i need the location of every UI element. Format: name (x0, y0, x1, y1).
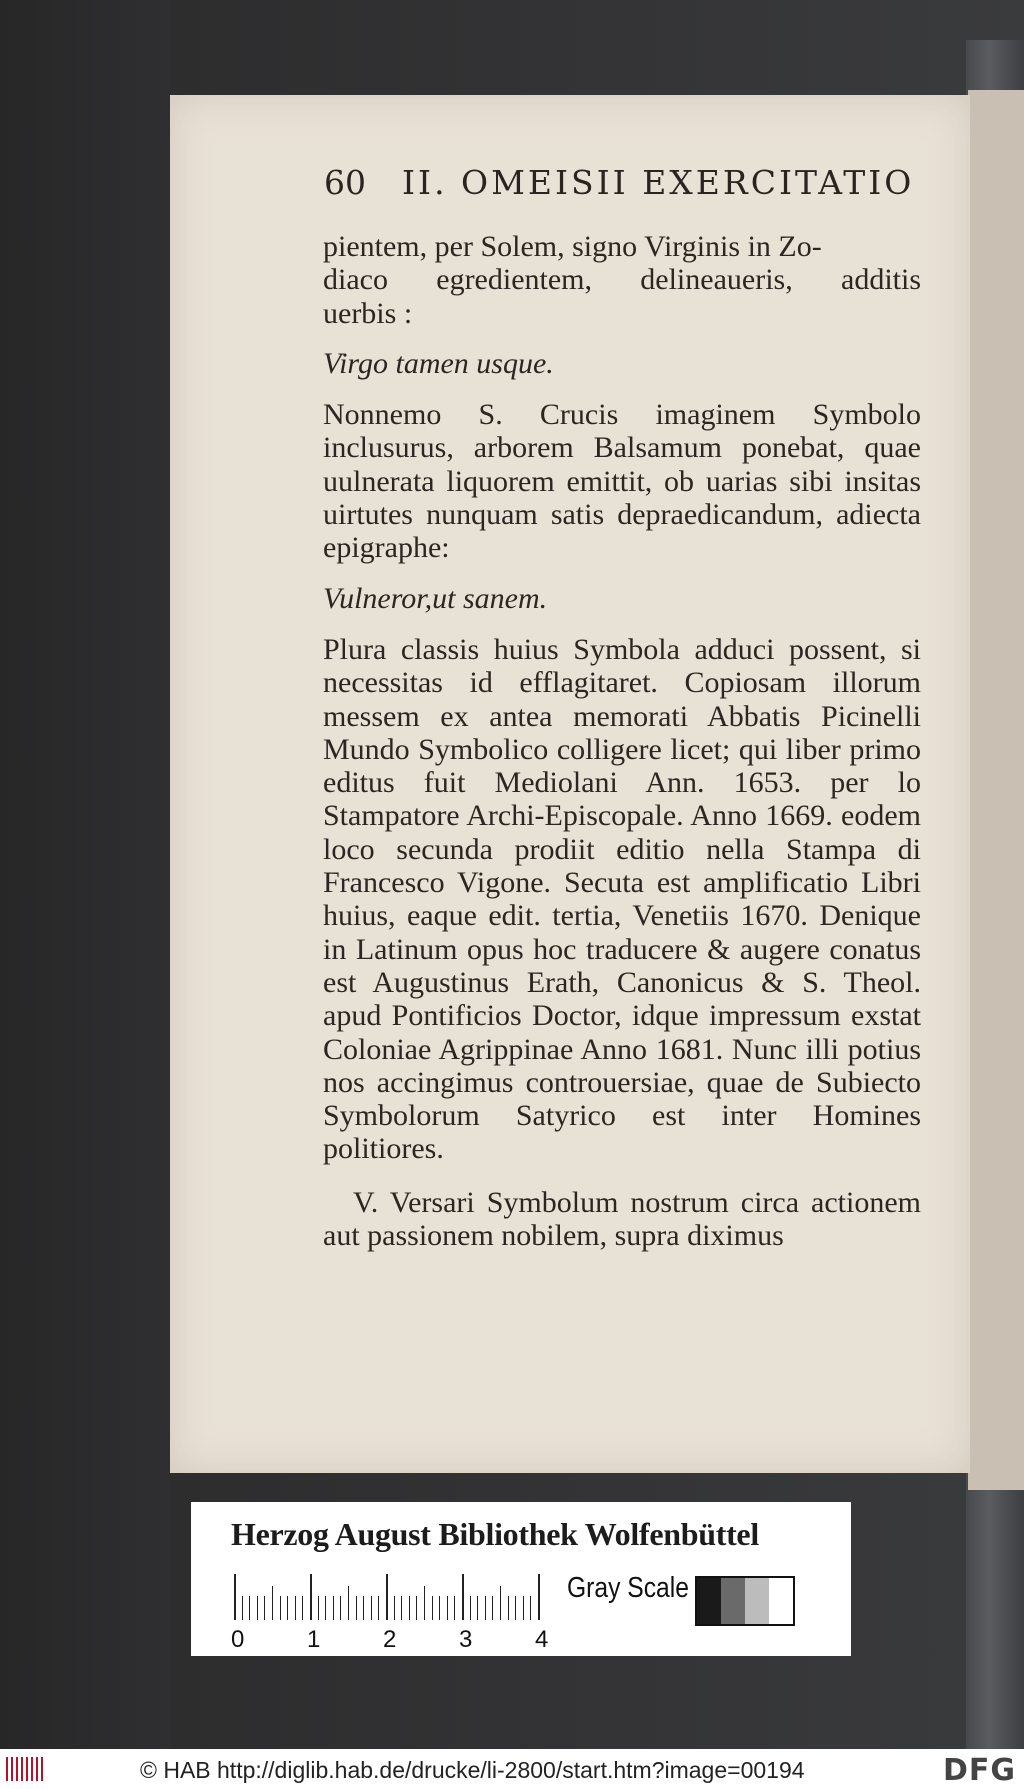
copyright-link[interactable]: © HAB http://diglib.hab.de/drucke/li-2800/start.htm?image=00194 (140, 1757, 805, 1783)
ruler-tick (492, 1596, 493, 1620)
scale-number: 4 (535, 1626, 549, 1653)
page-body (323, 230, 921, 1252)
ruler-tick (318, 1596, 319, 1620)
ruler-tick (363, 1596, 364, 1620)
paragraph: Nonnemo S. Crucis imaginem Symbolo inclusurus, arborem Balsamum ponebat, quae uulnerata liquorem emittit, ob uarias sibi insitas uirtutes nunquam satis depraedicandum, adiecta epigraphe: (323, 398, 921, 565)
ruler-tick (477, 1596, 478, 1620)
ruler-tick (409, 1596, 410, 1620)
gray-scale-swatch (695, 1576, 795, 1626)
ruler-tick (447, 1596, 448, 1620)
ruler-tick (394, 1596, 395, 1620)
book-page (170, 95, 970, 1473)
status-bar (0, 1749, 1024, 1789)
ruler-tick (454, 1596, 455, 1620)
ruler-tick (485, 1596, 486, 1620)
ruler-tick (470, 1596, 471, 1620)
text-line: pientem, per Solem, signo Virginis in Zo- (323, 230, 822, 263)
scale-number: 3 (459, 1626, 473, 1653)
ruler-tick (371, 1596, 372, 1620)
ruler-tick (295, 1596, 296, 1620)
ruler-tick (310, 1574, 312, 1620)
adjacent-page-edge (968, 90, 1024, 1490)
ruler-tick (257, 1596, 258, 1620)
ruler-tick (432, 1596, 433, 1620)
ruler-tick (424, 1586, 425, 1620)
ruler-tick (416, 1596, 417, 1620)
ruler-tick (523, 1596, 524, 1620)
ruler-tick (439, 1596, 440, 1620)
ruler-tick (500, 1586, 501, 1620)
ruler-tick (302, 1596, 303, 1620)
ruler-tick (249, 1596, 250, 1620)
library-name: Herzog August Bibliothek Wolfenbüttel (231, 1516, 759, 1552)
ruler-tick (401, 1596, 402, 1620)
text-line: uerbis : (323, 296, 413, 330)
ruler-tick (378, 1596, 379, 1620)
ruler-tick (508, 1596, 509, 1620)
paragraph: Plura classis huius Symbola adduci possent, si necessitas id efflagitaret. Copiosam illorum messem ex antea memorati Abbatis Picinelli Mundo Symbolico colligere licet; qui liber primo editus fuit Mediolani Ann. 1653. per lo Stampatore Archi-Episcopale. Anno 1669. eodem loco secunda prodiit editio nella Stampa di Francesco Vigone. Secuta est amplificatio Libri huius, eaque edit. tertia, Venetiis 1670. Denique in Latinum opus hoc traducere & augere conatus est Augustinus Erath, Canonicus & S. Theol. apud Pontificios Doctor, idque impressum exstat Coloniae Agrippinae Anno 1681. Nunc illi potius nos accingimus controuersiae, quae de Subiecto Symbolorum Satyrico est inter Homines politiores. (323, 632, 921, 1166)
ruler-tick (348, 1586, 349, 1620)
ruler-tick (272, 1586, 273, 1620)
ruler-tick (325, 1596, 326, 1620)
running-title: II. OMEISII EXERCITATIO (402, 163, 915, 202)
scale-ruler (234, 1574, 544, 1620)
text-line: diaco egredientem, delineaueris, additis (323, 263, 921, 297)
ruler-tick (280, 1596, 281, 1620)
ruler-tick (538, 1574, 540, 1620)
barcode-icon (6, 1757, 46, 1781)
dfg-logo: DFG (942, 1753, 1016, 1788)
ruler-tick (530, 1596, 531, 1620)
running-header (324, 163, 914, 202)
book-edge-shadow (0, 0, 170, 1749)
ruler-tick (287, 1596, 288, 1620)
ruler-tick (462, 1574, 464, 1620)
scale-number: 2 (383, 1626, 397, 1653)
library-color-card (191, 1502, 851, 1656)
ruler-tick (242, 1596, 243, 1620)
page-number: 60 (324, 163, 366, 202)
scale-number: 0 (231, 1626, 245, 1653)
ruler-tick (386, 1574, 388, 1620)
ruler-tick (340, 1596, 341, 1620)
ruler-tick (264, 1596, 265, 1620)
gray-scale-label: Gray Scale (567, 1572, 689, 1604)
scale-number: 1 (307, 1626, 321, 1653)
motto: Vulneror,ut sanem. (323, 581, 548, 615)
ruler-tick (515, 1596, 516, 1620)
ruler-tick (356, 1596, 357, 1620)
ruler-tick (234, 1574, 236, 1620)
motto: Virgo tamen usque. (323, 346, 554, 380)
ruler-tick (333, 1596, 334, 1620)
paragraph: V. Versari Symbolum nostrum circa actionem aut passionem nobilem, supra diximus (323, 1185, 921, 1253)
